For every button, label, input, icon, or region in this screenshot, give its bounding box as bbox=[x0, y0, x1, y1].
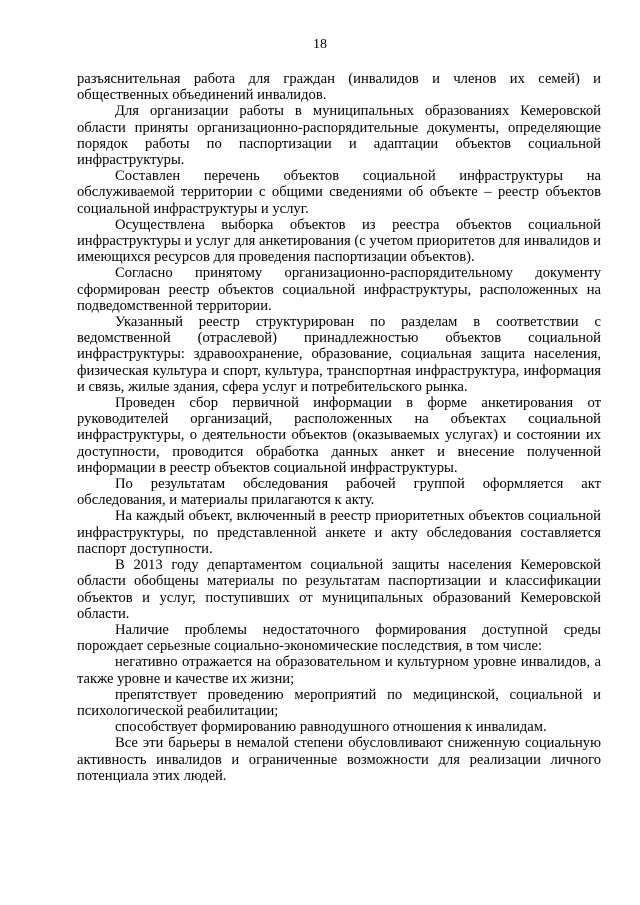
paragraph: По результатам обследования рабочей группой оформляется акт обследования, и материалы прилагаются к акту. bbox=[77, 476, 601, 509]
paragraph: На каждый объект, включенный в реестр приоритетных объектов социальной инфраструктуры, по представленной анкете и акту обследования составляется паспорт доступности. bbox=[77, 508, 601, 557]
body-text bbox=[77, 71, 601, 784]
paragraph: Для организации работы в муниципальных образованиях Кемеровской области приняты организационно-распорядительные документы, определяющие порядок работы по паспортизации и адаптации объектов социальной инфраструктуры. bbox=[77, 103, 601, 169]
paragraph: Проведен сбор первичной информации в форме анкетирования от руководителей организаций, расположенных на объектах социальной инфраструктуры, о деятельности объектов (оказываемых услугах) и состоянии их доступности, проводится обработка данных анкет и внесение полученной информации в реестр объектов социальной инфраструктуры. bbox=[77, 395, 601, 476]
paragraph: разъяснительная работа для граждан (инвалидов и членов их семей) и общественных объединений инвалидов. bbox=[77, 71, 601, 104]
paragraph: Все эти барьеры в немалой степени обусловливают сниженную социальную активность инвалидов и ограниченные возможности для реализации личного потенциала этих людей. bbox=[77, 735, 601, 784]
paragraph: В 2013 году департаментом социальной защиты населения Кемеровской области обобщены материалы по результатам паспортизации и классификации объектов и услуг, поступивших от муниципальных образований Кемеровской области. bbox=[77, 557, 601, 622]
paragraph: препятствует проведению мероприятий по медицинской, социальной и психологической реабилитации; bbox=[77, 686, 601, 719]
paragraph: Указанный реестр структурирован по разделам в соответствии с ведомственной (отраслевой) принадлежностью объектов социальной инфраструктуры: здравоохранение, образование, социальная защита населения, физическая культура и спорт, культура, транспортная инфраструктура, информация и связь, жилые здания, сфера услуг и потребительского рынка. bbox=[77, 314, 601, 395]
paragraph: способствует формированию равнодушного отношения к инвалидам. bbox=[115, 719, 547, 736]
paragraph: Составлен перечень объектов социальной инфраструктуры на обслуживаемой территории с общими сведениями об объекте – реестр объектов социальной инфраструктуры и услуг. bbox=[77, 168, 601, 217]
paragraph: Осуществлена выборка объектов из реестра объектов социальной инфраструктуры и услуг для анкетирования (с учетом приоритетов для инвалидов и имеющихся ресурсов для проведения паспортизации объектов). bbox=[77, 216, 601, 266]
paragraph: негативно отражается на образовательном и культурном уровне инвалидов, а также уровне и качестве их жизни; bbox=[77, 654, 601, 687]
page-number: 18 bbox=[313, 37, 327, 52]
paragraph: Наличие проблемы недостаточного формирования доступной среды порождает серьезные социально-экономические последствия, в том числе: bbox=[77, 621, 601, 655]
paragraph: Согласно принятому организационно-распорядительному документу сформирован реестр объектов социальной инфраструктуры, расположенных на подведомственной территории. bbox=[77, 265, 601, 314]
